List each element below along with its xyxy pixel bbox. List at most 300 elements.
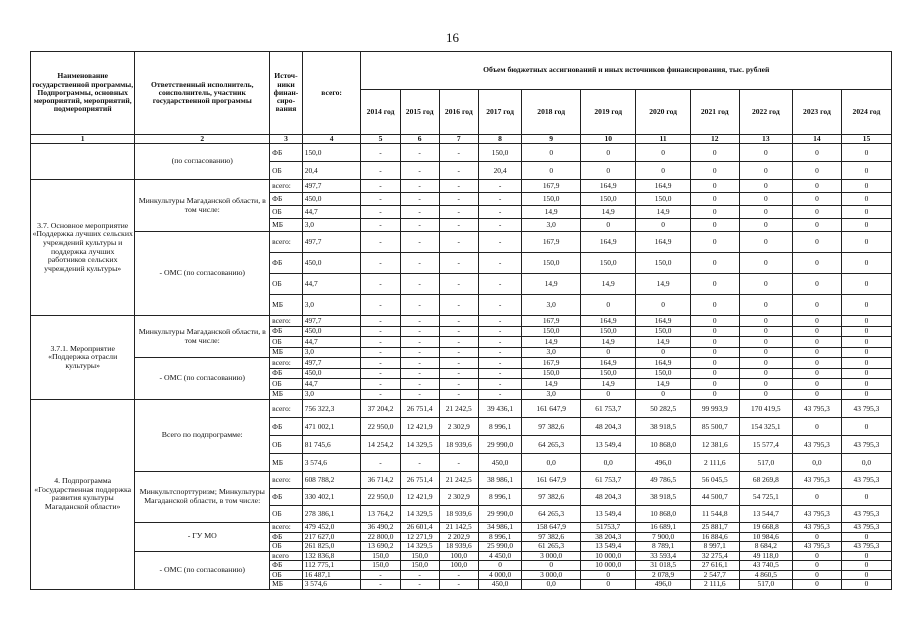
year-value: 0 [792,274,841,295]
column-number: 10 [581,135,636,144]
column-number: 4 [302,135,361,144]
year-value: 21 242,5 [439,472,478,489]
year-value: - [400,454,439,472]
year-value: 0 [522,561,581,571]
year-value: - [361,347,400,358]
year-value: 0 [636,162,690,180]
year-value: 8 684,2 [739,542,792,552]
year-value: 10 000,0 [581,551,636,561]
column-number: 15 [841,135,891,144]
year-value: 0 [581,389,636,400]
header-year: 2017 год [478,90,521,135]
year-value: 0 [841,162,891,180]
year-value: 26 601,4 [400,523,439,533]
total-value: 497,7 [302,358,361,369]
year-value: 0 [792,368,841,379]
year-value: - [361,368,400,379]
funding-source: всего: [270,400,303,418]
year-value: 85 500,7 [690,418,739,436]
year-value: 13 544,7 [739,506,792,523]
year-value: 0 [841,295,891,316]
year-value: 0 [690,326,739,337]
year-value: 3,0 [522,219,581,232]
year-value: 0 [841,219,891,232]
year-value: 36 490,2 [361,523,400,533]
year-value: 0 [841,418,891,436]
year-value: 0 [841,347,891,358]
year-value: - [478,368,521,379]
year-value: - [439,316,478,327]
year-value: 18 939,6 [439,506,478,523]
year-value: 25 990,0 [478,542,521,552]
year-value: 0 [792,347,841,358]
year-value: - [478,253,521,274]
funding-source: ФБ [270,193,303,206]
year-value: 14 254,2 [361,436,400,454]
year-value: 0 [581,219,636,232]
year-value: 0 [792,358,841,369]
year-value: 61 265,3 [522,542,581,552]
year-value: 164,9 [581,180,636,193]
year-value: 150,0 [636,193,690,206]
year-value: 14,9 [636,206,690,219]
year-value: 150,0 [522,368,581,379]
year-value: 0 [792,551,841,561]
funding-source: ОБ [270,506,303,523]
year-value: - [361,180,400,193]
executor-name: Минкультспорттуризм; Минкультуры Магаданской области, в том числе: [135,472,270,523]
year-value: - [400,162,439,180]
year-value: 164,9 [636,180,690,193]
year-value: 150,0 [361,551,400,561]
year-value: 43 795,3 [792,506,841,523]
year-value: 0 [581,347,636,358]
total-value: 16 487,1 [302,570,361,580]
total-value: 44,7 [302,379,361,390]
year-value: 2 302,9 [439,489,478,506]
year-value: 100,0 [439,561,478,571]
year-value: - [361,219,400,232]
year-value: 0 [636,219,690,232]
header-year: 2019 год [581,90,636,135]
year-value: 0 [636,144,690,162]
year-value: 0 [739,389,792,400]
year-value: 0 [739,232,792,253]
year-value: 164,9 [636,358,690,369]
header-year: 2023 год [792,90,841,135]
header-year: 2020 год [636,90,690,135]
header-year: 2022 год [739,90,792,135]
year-value: - [361,162,400,180]
year-value: 0 [739,316,792,327]
year-value: 68 269,8 [739,472,792,489]
year-value: - [439,389,478,400]
column-number: 13 [739,135,792,144]
year-value: - [478,295,521,316]
table-body [31,135,892,590]
column-number: 1 [31,135,135,144]
year-value: - [400,389,439,400]
table-row [31,316,892,327]
funding-source: ФБ [270,532,303,542]
funding-source: ОБ [270,337,303,348]
year-value: 0 [792,206,841,219]
funding-source: всего: [270,358,303,369]
year-value: 43 795,3 [792,523,841,533]
year-value: - [400,337,439,348]
year-value: 14 329,5 [400,506,439,523]
year-value: 0 [792,489,841,506]
total-value: 608 788,2 [302,472,361,489]
year-value: 0 [690,358,739,369]
year-value: - [478,180,521,193]
year-value: - [400,379,439,390]
header-total: всего: [302,52,361,135]
year-value: 0 [792,162,841,180]
funding-source: ОБ [270,570,303,580]
year-value: 4 860,5 [739,570,792,580]
year-value: 8 997,1 [690,542,739,552]
total-value: 479 452,0 [302,523,361,533]
year-value: - [439,206,478,219]
year-value: 29 990,0 [478,436,521,454]
year-value: - [439,570,478,580]
year-value: 0 [792,580,841,590]
year-value: 38 918,5 [636,489,690,506]
year-value: - [478,219,521,232]
year-value: 0 [690,295,739,316]
funding-source: ФБ [270,368,303,379]
column-number: 5 [361,135,400,144]
executor-name: Всего по подпрограмме: [135,400,270,472]
year-value: 0 [522,162,581,180]
total-value: 81 745,6 [302,436,361,454]
year-value: 0,0 [522,454,581,472]
year-value: - [478,358,521,369]
year-value: 167,9 [522,358,581,369]
executor-name: - ОМС (по согласованию) [135,358,270,400]
budget-table-container [30,51,892,590]
year-value: - [439,162,478,180]
column-number: 12 [690,135,739,144]
year-value: 21 142,5 [439,523,478,533]
year-value: 0 [739,347,792,358]
funding-source: МБ [270,347,303,358]
year-value: - [439,295,478,316]
year-value: 0 [690,206,739,219]
year-value: - [361,253,400,274]
year-value: 18 939,6 [439,436,478,454]
year-value: 496,0 [636,454,690,472]
table-row [31,551,892,561]
year-value: 43 795,3 [841,400,891,418]
year-value: 0 [792,295,841,316]
year-value: 2 202,9 [439,532,478,542]
year-value: 0 [841,253,891,274]
year-value: 150,0 [522,253,581,274]
year-value: 0 [792,193,841,206]
total-value: 3,0 [302,295,361,316]
year-value: - [400,570,439,580]
executor-name: (по согласованию) [135,144,270,180]
executor-name: Минкультуры Магаданской области, в том числе: [135,180,270,232]
year-value: 0 [636,347,690,358]
year-value: 0 [841,193,891,206]
year-value: 43 795,3 [792,400,841,418]
year-value: 64 265,3 [522,436,581,454]
year-value: 0 [739,253,792,274]
year-value: 0 [739,379,792,390]
year-value: - [478,389,521,400]
year-value: - [439,232,478,253]
year-value: - [439,326,478,337]
page-number: 16 [446,30,459,45]
year-value: 150,0 [636,326,690,337]
funding-source: МБ [270,389,303,400]
year-value: 0 [841,316,891,327]
year-value: 0 [690,144,739,162]
year-value: 34 986,1 [478,523,521,533]
year-value: 21 242,5 [439,400,478,418]
year-value: 496,0 [636,580,690,590]
year-value: 18 939,6 [439,542,478,552]
year-value: 8 996,1 [478,418,521,436]
total-value: 132 836,8 [302,551,361,561]
year-value: 0 [841,532,891,542]
year-value: 0 [792,232,841,253]
year-value: 150,0 [522,193,581,206]
total-value: 44,7 [302,274,361,295]
year-value: - [478,193,521,206]
program-name: 3.7. Основное мероприятие «Поддержка лучших сельских учреждений культуры и поддержка лучших работников сельских учреждений культуры» [31,180,135,316]
year-value: - [361,295,400,316]
column-number-row [31,135,892,144]
year-value: 150,0 [400,551,439,561]
year-value: 97 382,6 [522,489,581,506]
funding-source: ФБ [270,326,303,337]
year-value: - [439,347,478,358]
year-value: 0 [478,561,521,571]
year-value: 0 [792,418,841,436]
funding-source: ОБ [270,379,303,390]
total-value: 450,0 [302,253,361,274]
year-value: 7 900,0 [636,532,690,542]
funding-source: ФБ [270,144,303,162]
year-value: 0 [581,144,636,162]
header-year: 2015 год [400,90,439,135]
total-value: 3,0 [302,219,361,232]
year-value: 0 [690,337,739,348]
year-value: 22 950,0 [361,418,400,436]
total-value: 112 775,1 [302,561,361,571]
funding-source: МБ [270,580,303,590]
year-value: 14,9 [522,274,581,295]
year-value: 2 302,9 [439,418,478,436]
executor-name: - ГУ МО [135,523,270,552]
year-value: 150,0 [522,326,581,337]
year-value: 0 [841,368,891,379]
year-value: - [439,379,478,390]
year-value: 12 421,9 [400,418,439,436]
year-value: - [439,144,478,162]
year-value: 0 [690,180,739,193]
year-value: 0 [690,162,739,180]
year-value: 164,9 [581,358,636,369]
header-year: 2018 год [522,90,581,135]
year-value: 14,9 [522,206,581,219]
year-value: 48 204,3 [581,489,636,506]
year-value: 15 577,4 [739,436,792,454]
year-value: 150,0 [361,561,400,571]
year-value: 51753,7 [581,523,636,533]
header-executor: Ответственный исполнитель, соисполнитель, участник государственной программы [135,52,270,135]
year-value: 161 647,9 [522,400,581,418]
year-value: 0 [739,368,792,379]
year-value: - [361,580,400,590]
year-value: - [400,580,439,590]
year-value: 33 593,4 [636,551,690,561]
year-value: - [478,274,521,295]
total-value: 261 825,0 [302,542,361,552]
year-value: 0 [739,295,792,316]
funding-source: МБ [270,219,303,232]
total-value: 450,0 [302,193,361,206]
year-value: 517,0 [739,454,792,472]
year-value: 0 [690,347,739,358]
year-value: 0 [690,274,739,295]
header-year: 2014 год [361,90,400,135]
year-value: - [478,326,521,337]
year-value: 0 [841,489,891,506]
year-value: 36 714,2 [361,472,400,489]
executor-name: Минкультуры Магаданской области, в том числе: [135,316,270,358]
year-value: 158 647,9 [522,523,581,533]
year-value: 0 [690,232,739,253]
funding-source: ФБ [270,489,303,506]
year-value: 11 544,8 [690,506,739,523]
year-value: 99 993,9 [690,400,739,418]
year-value: 0 [739,162,792,180]
header-source: Источ-ники финан-сиро-вания [270,52,303,135]
year-value: 170 419,5 [739,400,792,418]
year-value: 14 329,5 [400,436,439,454]
header-year: 2016 год [439,90,478,135]
total-value: 3,0 [302,389,361,400]
year-value: 150,0 [636,368,690,379]
year-value: 2 078,9 [636,570,690,580]
year-value: 0 [690,368,739,379]
total-value: 497,7 [302,232,361,253]
budget-table [30,51,892,590]
year-value: 0 [792,219,841,232]
total-value: 450,0 [302,368,361,379]
year-value: 49 118,0 [739,551,792,561]
table-row [31,400,892,418]
year-value: 167,9 [522,180,581,193]
funding-source: ОБ [270,274,303,295]
year-value: 161 647,9 [522,472,581,489]
year-value: 0 [739,358,792,369]
year-value: 14,9 [581,337,636,348]
year-value: 0 [841,206,891,219]
year-value: - [439,580,478,590]
total-value: 497,7 [302,316,361,327]
year-value: 38 986,1 [478,472,521,489]
year-value: 3,0 [522,295,581,316]
column-number: 6 [400,135,439,144]
total-value: 278 386,1 [302,506,361,523]
year-value: 32 275,4 [690,551,739,561]
year-value: 43 740,5 [739,561,792,571]
year-value: - [439,180,478,193]
year-value: 0 [739,326,792,337]
year-value: 164,9 [636,316,690,327]
year-value: - [361,454,400,472]
year-value: 3,0 [522,347,581,358]
year-value: 31 018,5 [636,561,690,571]
total-value: 3,0 [302,347,361,358]
year-value: 0 [792,326,841,337]
year-value: - [478,347,521,358]
year-value: 0 [739,180,792,193]
year-value: 2 547,7 [690,570,739,580]
total-value: 330 402,1 [302,489,361,506]
header-year: 2021 год [690,90,739,135]
year-value: 0 [739,274,792,295]
year-value: - [361,358,400,369]
year-value: 0 [841,580,891,590]
year-value: - [400,206,439,219]
year-value: 19 668,8 [739,523,792,533]
year-value: 43 795,3 [792,542,841,552]
year-value: 10 868,0 [636,436,690,454]
year-value: 20,4 [478,162,521,180]
total-value: 20,4 [302,162,361,180]
year-value: 164,9 [581,316,636,327]
year-value: 0,0 [792,454,841,472]
year-value: 43 795,3 [841,542,891,552]
year-value: 14,9 [581,274,636,295]
year-value: - [361,389,400,400]
year-value: 0 [690,193,739,206]
year-value: - [361,316,400,327]
year-value: 3,0 [522,389,581,400]
year-value: 150,0 [581,326,636,337]
year-value: 0 [739,219,792,232]
header-volume: Объем бюджетных ассигнований и иных источников финансирования, тыс. рублей [361,52,892,90]
year-value: 0 [636,295,690,316]
executor-name: - ОМС (по согласованию) [135,551,270,589]
year-value: 0 [739,206,792,219]
year-value: - [478,337,521,348]
year-value: 97 382,6 [522,532,581,542]
total-value: 471 002,1 [302,418,361,436]
year-value: 0 [792,532,841,542]
year-value: 14,9 [636,379,690,390]
year-value: 0 [841,326,891,337]
year-value: 13 549,4 [581,542,636,552]
year-value: 25 881,7 [690,523,739,533]
total-value: 3 574,6 [302,580,361,590]
year-value: 12 271,9 [400,532,439,542]
year-value: - [439,253,478,274]
year-value: 0 [841,389,891,400]
column-number: 9 [522,135,581,144]
year-value: - [400,295,439,316]
table-header [31,52,892,135]
year-value: - [400,326,439,337]
funding-source: всего: [270,472,303,489]
